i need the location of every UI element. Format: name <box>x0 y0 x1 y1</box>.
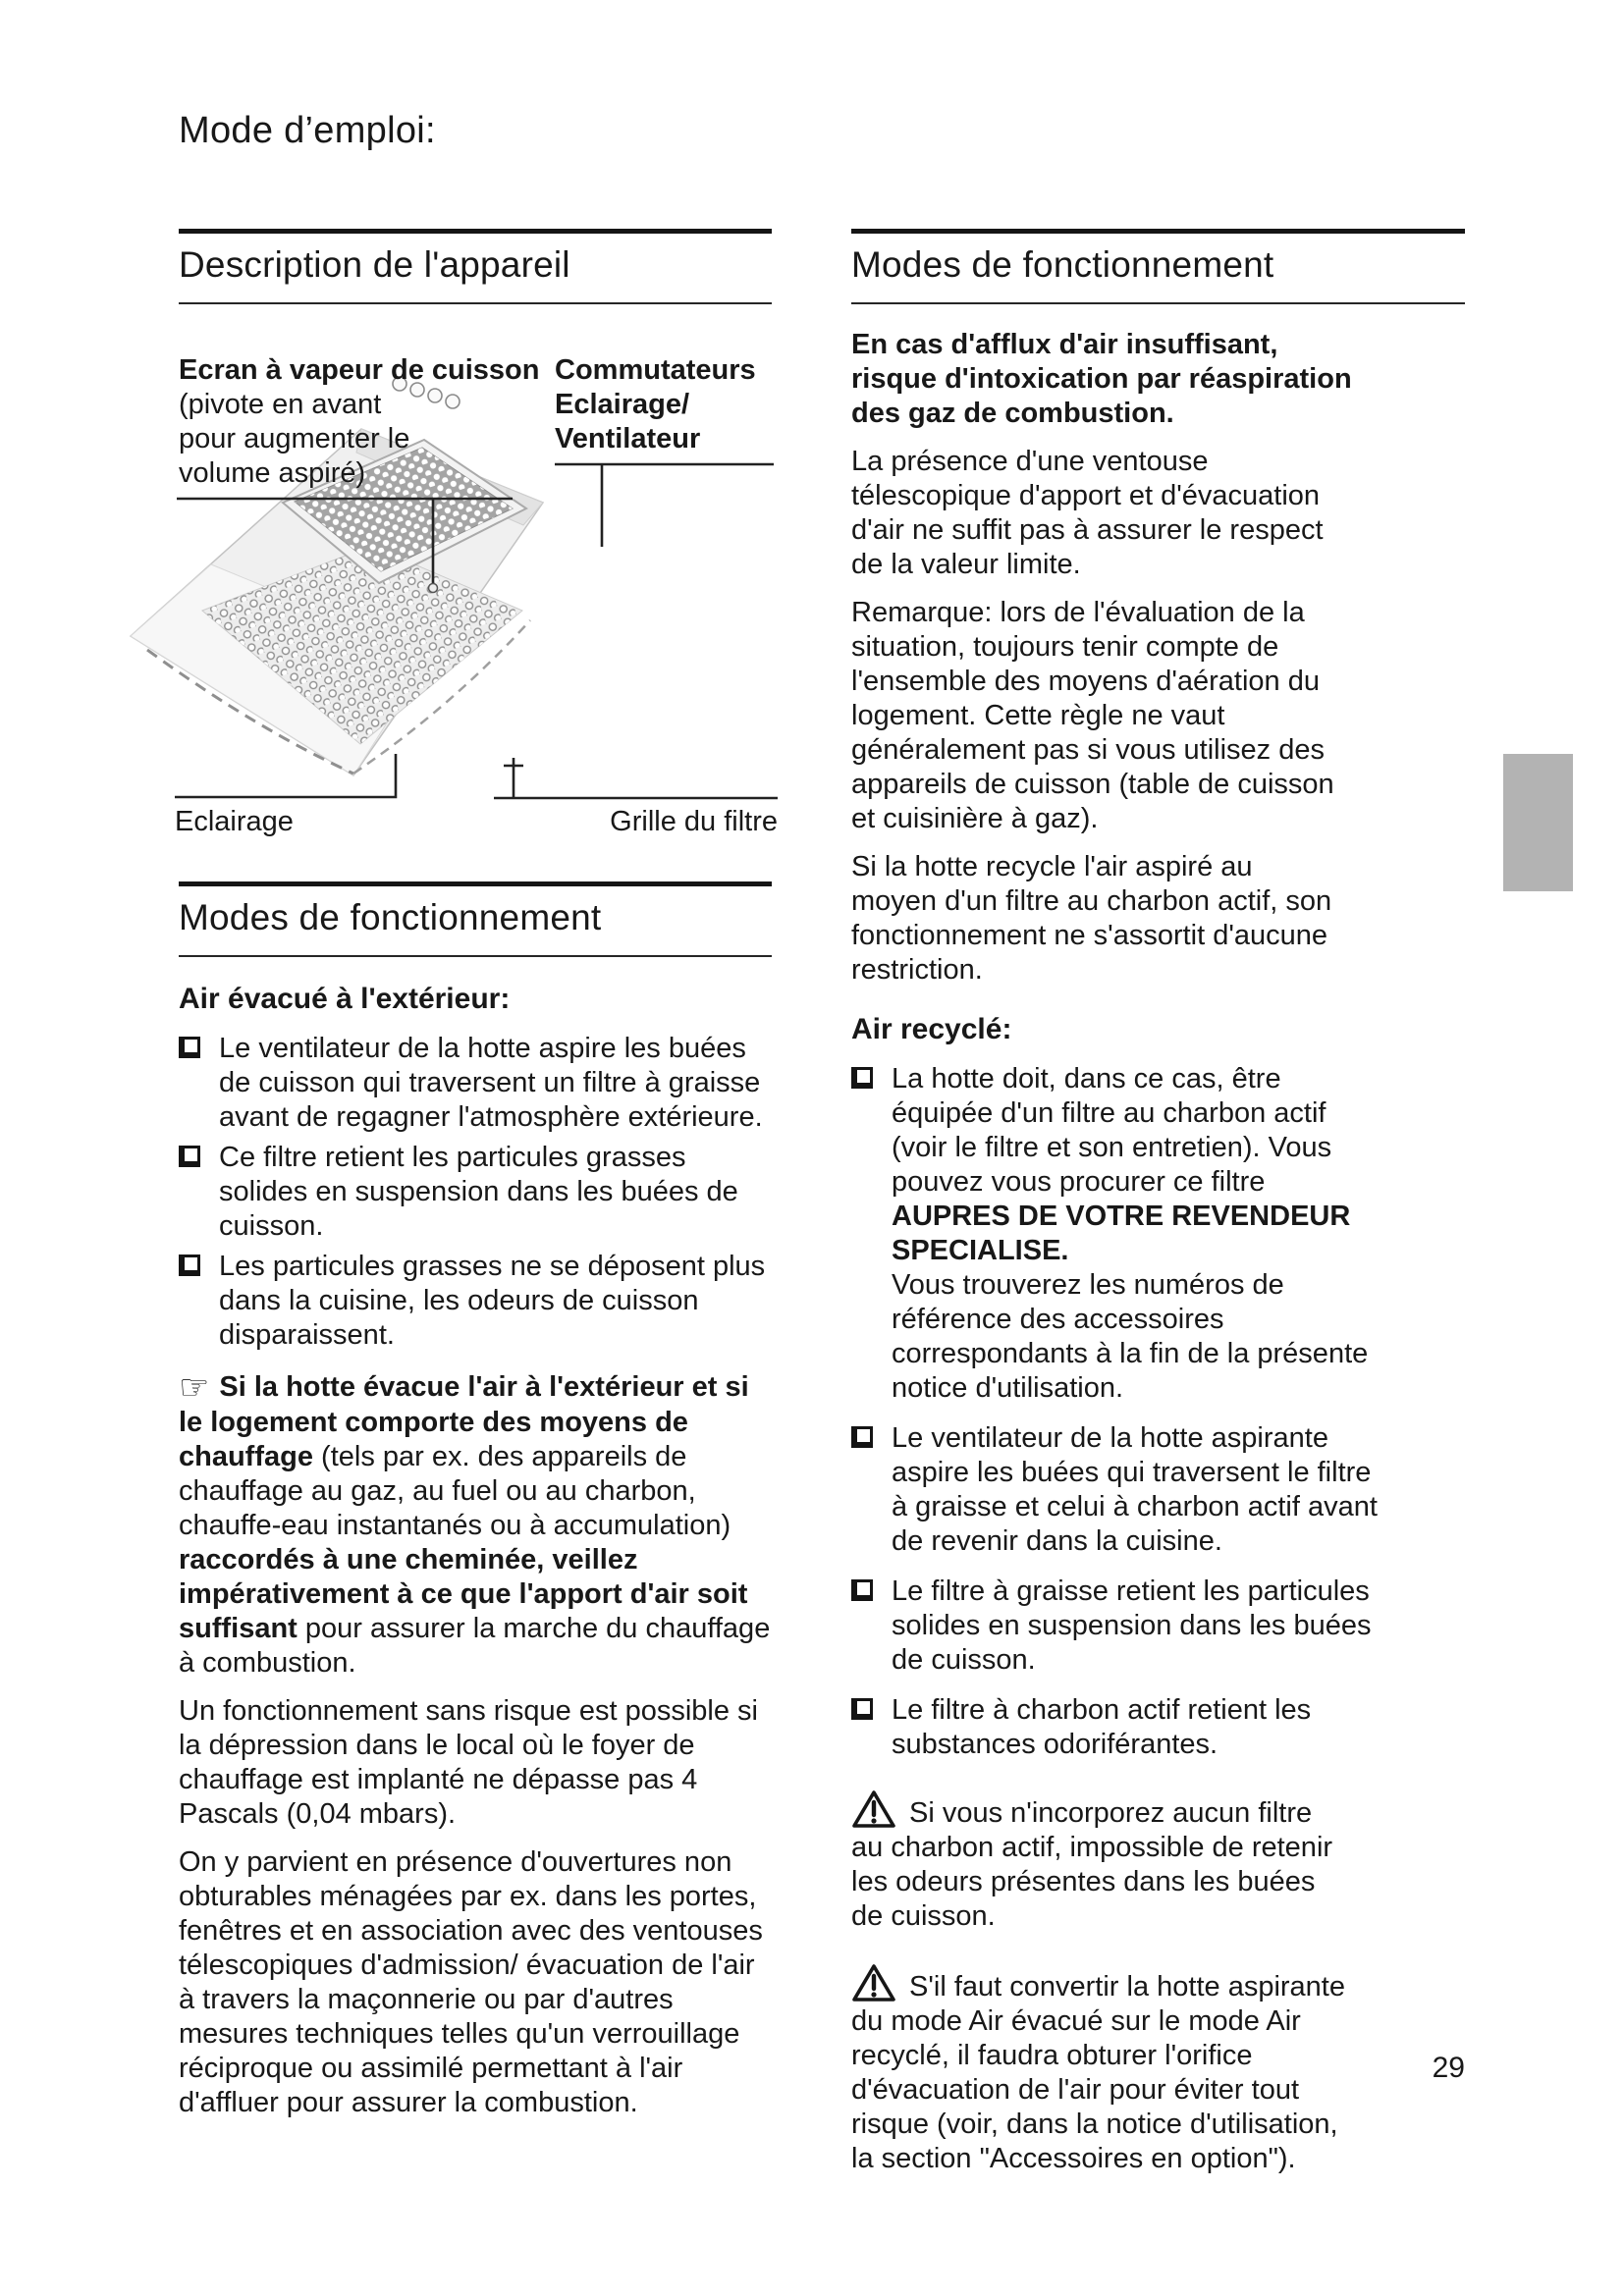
list-item <box>851 1062 1387 1406</box>
section-heading-description <box>179 229 772 304</box>
list-item <box>851 1421 1387 1559</box>
section-thumb-tab <box>1503 754 1573 891</box>
list-item <box>179 1141 772 1244</box>
list-item-text: Les particules grasses ne se déposent plus dans la cuisine, les odeurs de cuisson disparaissent. <box>219 1251 766 1351</box>
list-item-text: Ce filtre retient les particules grasses solides en suspension dans les buées de cuisson. <box>219 1142 738 1242</box>
section-heading-text: Description de l'appareil <box>179 244 570 285</box>
right-column <box>851 229 1465 2206</box>
note-bold-text: Si la hotte évacue l'air à l'extérieur et si le logement comporte des moyens de chauffage <box>179 1371 749 1472</box>
note-regular-text: (tels par ex. des appareils de chauffage au gaz, au fuel ou au charbon, chauffe-eau instantanés ou à accumulation) <box>179 1441 731 1541</box>
note-bold-text: raccordés à une cheminée, veillez impérativement à ce que l'apport d'air soit suffisant <box>179 1544 748 1644</box>
body-paragraph: Remarque: lors de l'évaluation de la situation, toujours tenir compte de l'ensemble des moyens d'aération du logement. Cette règle ne vaut généralement pas si vous utilisez des appareils de cuisson (table de cuisson et cuisinière à gaz). <box>851 597 1334 834</box>
section-heading-modes-right <box>851 229 1465 304</box>
warning-text: S'il faut convertir la hotte aspirante du mode Air évacué sur le mode Air recyclé, il faudra obturer l'orifice d'évacuation de l'air pour éviter tout risque (voir, dans la notice d'utilisation, la section "Accessoires en option"). <box>851 1971 1345 2174</box>
warning-intro-paragraph: En cas d'afflux d'air insuffisant, risque d'intoxication par réaspiration des gaz de combustion. <box>851 329 1352 429</box>
list-item <box>179 1032 772 1135</box>
list-item-regular: La hotte doit, dans ce cas, être équipée d'un filtre au charbon actif (voir le filtre et son entretien). Vous pouvez vous procurer ce filtre <box>892 1063 1332 1198</box>
list-item-text: Le ventilateur de la hotte aspirante aspire les buées qui traversent le filtre à graisse et celui à charbon actif avant de revenir dans la cuisine. <box>892 1422 1378 1557</box>
section-heading-modes-left <box>179 881 772 957</box>
body-paragraph: On y parvient en présence d'ouvertures non obturables ménagées par ex. dans les portes, fenêtres et en association avec des ventouses télescopiques d'admission/ évacuation de l'air à travers la maçonnerie ou par d'autres mesures techniques telles qu'un verrouillage réciproque ou assimilé permettant à l'air d'affluer pour assurer la combustion. <box>179 1846 763 2118</box>
list-item <box>179 1250 772 1353</box>
square-bullet-icon <box>851 1426 873 1448</box>
warning-triangle-icon <box>851 1963 896 2002</box>
square-bullet-icon <box>851 1579 873 1601</box>
square-bullet-icon <box>179 1255 200 1276</box>
diagram-label-switches: Commutateurs Eclairage/ Ventilateur <box>555 354 756 454</box>
left-column-top <box>179 229 772 304</box>
list-item-continuation: Vous trouverez les numéros de référence des accessoires correspondants à la fin de la présente notice d'utilisation. <box>892 1269 1369 1404</box>
diagram-label-screen-note: (pivote en avant pour augmenter le volume aspiré) <box>179 389 410 489</box>
list-item-text: Le filtre à charbon actif retient les substances odoriférantes. <box>892 1694 1312 1760</box>
body-paragraph: Un fonctionnement sans risque est possible si la dépression dans le local où le foyer de chauffage est implanté ne dépasse pas 4 Pascals (0,04 mbars). <box>179 1695 758 1830</box>
diagram-label-screen <box>179 353 540 491</box>
square-bullet-icon <box>851 1067 873 1089</box>
list-item-text <box>892 1063 1387 1406</box>
list-item-text: Le ventilateur de la hotte aspire les buées de cuisson qui traversent un filtre à graisse avant de regagner l'atmosphère extérieure. <box>219 1033 763 1133</box>
section-heading-text: Modes de fonctionnement <box>179 897 602 937</box>
warning-triangle-icon <box>851 1789 896 1829</box>
pointing-hand-icon: ☞ <box>179 1368 210 1408</box>
subheading-air-evacue: Air évacué à l'extérieur: <box>179 983 511 1015</box>
diagram-label-screen-title: Ecran à vapeur de cuisson <box>179 354 540 386</box>
body-paragraph: Si la hotte recycle l'air aspiré au moyen d'un filtre au charbon actif, son fonctionnement ne s'assortit d'aucune restriction. <box>851 851 1332 986</box>
square-bullet-icon <box>179 1037 200 1058</box>
diagram-label-light: Eclairage <box>175 806 294 837</box>
square-bullet-icon <box>179 1146 200 1167</box>
body-paragraph: La présence d'une ventouse télescopique d'apport et d'évacuation d'air ne suffit pas à assurer le respect de la valeur limite. <box>851 446 1324 580</box>
note-regular-text: pour assurer la marche du chauffage à combustion. <box>179 1613 771 1679</box>
page-title: Mode d’emploi: <box>179 110 436 151</box>
warning-paragraph <box>851 1963 1347 2176</box>
list-item-text: Le filtre à graisse retient les particules solides en suspension dans les buées de cuisson. <box>892 1575 1372 1676</box>
warning-paragraph <box>851 1789 1347 1934</box>
warning-text: Si vous n'incorporez aucun filtre au charbon actif, impossible de retenir les odeurs présentes dans les buées de cuisson. <box>851 1797 1333 1932</box>
left-column-main <box>179 881 772 2134</box>
list-item <box>851 1575 1387 1678</box>
note-paragraph <box>179 1370 772 1681</box>
list-item <box>851 1693 1387 1762</box>
square-bullet-icon <box>851 1698 873 1720</box>
section-heading-text: Modes de fonctionnement <box>851 244 1274 285</box>
subheading-air-recycle: Air recyclé: <box>851 1013 1012 1045</box>
diagram-label-filter-grille: Grille du filtre <box>610 806 778 837</box>
page-number: 29 <box>1432 2052 1465 2084</box>
list-item-bold: AUPRES DE VOTRE REVENDEUR SPECIALISE. <box>892 1201 1351 1266</box>
hood-diagram <box>118 353 785 883</box>
